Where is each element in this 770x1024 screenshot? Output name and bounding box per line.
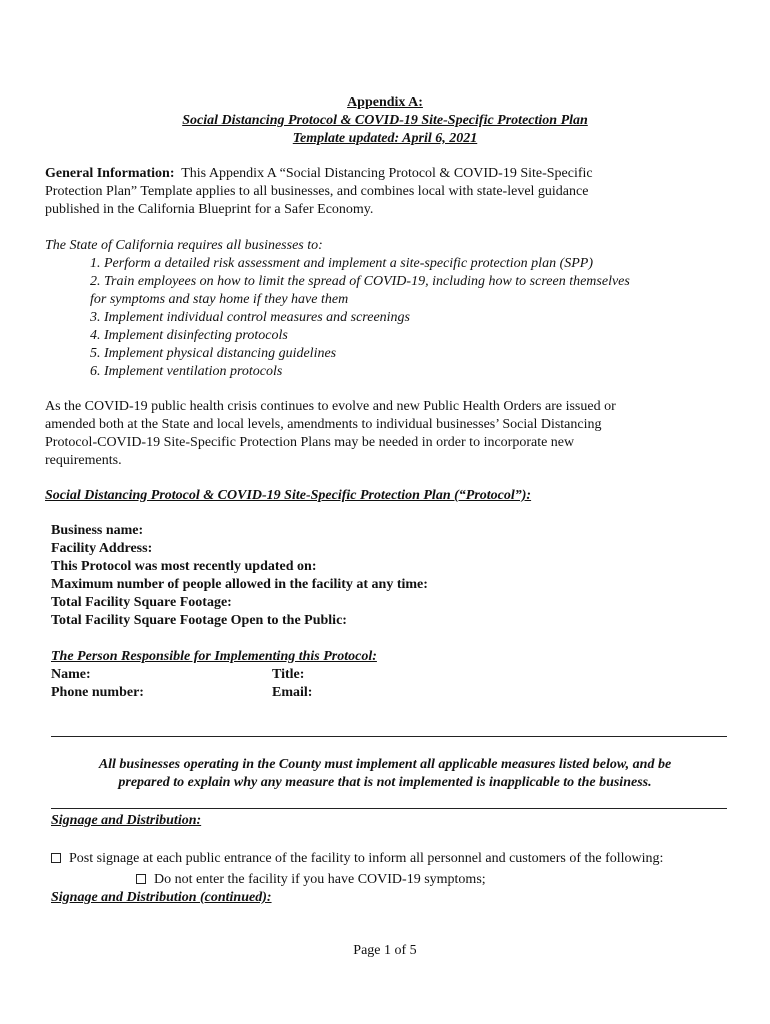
state-item-2-cont: for symptoms and stay home if they have them: [90, 292, 349, 307]
notice-line-1: All businesses operating in the County must implement all applicable measures listed below, and be: [98, 757, 672, 772]
signage-heading: Signage and Distribution:: [51, 813, 202, 828]
crisis-line-4: requirements.: [45, 453, 122, 468]
state-item-1: 1. Perform a detailed risk assessment and implement a site-specific protection plan (SPP): [90, 256, 594, 271]
signage-item-1-text: Post signage at each public entrance of the facility to inform all personnel and customers of the following:: [69, 851, 664, 866]
signage-subitem-1-text: Do not enter the facility if you have COVID-19 symptoms;: [154, 872, 486, 887]
template-updated: Template updated: April 6, 2021: [292, 131, 478, 146]
crisis-line-3: Protocol-COVID-19 Site-Specific Protection Plans may be needed in order to incorporate new: [45, 435, 575, 450]
appendix-title: Appendix A:: [347, 95, 423, 110]
page-number: Page 1 of 5: [353, 943, 417, 958]
state-item-6: 6. Implement ventilation protocols: [90, 364, 283, 379]
general-info-line-2: Protection Plan” Template applies to all businesses, and combines local with state-level guidance: [45, 184, 589, 199]
general-info-line-1: [45, 165, 593, 183]
signage-continued-heading: Signage and Distribution (continued):: [51, 890, 272, 905]
state-requirements-intro: The State of California requires all businesses to:: [45, 238, 323, 253]
checkbox-icon[interactable]: [136, 874, 146, 884]
crisis-line-1: As the COVID-19 public health crisis continues to evolve and new Public Health Orders are issued or: [45, 399, 616, 414]
signage-subitem-1[interactable]: [136, 871, 486, 889]
responsible-email-label: Email:: [272, 685, 313, 700]
field-updated-on: This Protocol was most recently updated on:: [51, 559, 317, 574]
field-facility-address: Facility Address:: [51, 541, 153, 556]
field-public-square-footage: Total Facility Square Footage Open to the Public:: [51, 613, 347, 628]
notice-line-2: prepared to explain why any measure that is not implemented is inapplicable to the business.: [118, 775, 652, 790]
divider-bottom: [51, 808, 727, 809]
plan-subtitle: Social Distancing Protocol & COVID-19 Site-Specific Protection Plan: [182, 113, 588, 128]
state-item-5: 5. Implement physical distancing guidelines: [90, 346, 337, 361]
state-item-3: 3. Implement individual control measures and screenings: [90, 310, 411, 325]
general-info-label: General Information:: [45, 166, 175, 181]
responsible-heading: The Person Responsible for Implementing this Protocol:: [51, 649, 377, 664]
crisis-line-2: amended both at the State and local levels, amendments to individual businesses’ Social Distancing: [45, 417, 602, 432]
signage-item-1[interactable]: [51, 850, 663, 868]
protocol-heading: Social Distancing Protocol & COVID-19 Site-Specific Protection Plan (“Protocol”):: [45, 488, 532, 503]
checkbox-icon[interactable]: [51, 853, 61, 863]
state-item-2: 2. Train employees on how to limit the spread of COVID-19, including how to screen themselves: [90, 274, 630, 289]
field-business-name: Business name:: [51, 523, 144, 538]
state-item-4: 4. Implement disinfecting protocols: [90, 328, 288, 343]
responsible-title-label: Title:: [272, 667, 305, 682]
field-max-people: Maximum number of people allowed in the facility at any time:: [51, 577, 428, 592]
responsible-name-label: Name:: [51, 667, 91, 682]
responsible-phone-label: Phone number:: [51, 685, 144, 700]
general-info-text-1: This Appendix A “Social Distancing Protocol & COVID-19 Site-Specific: [181, 166, 593, 181]
field-square-footage: Total Facility Square Footage:: [51, 595, 232, 610]
general-info-line-3: published in the California Blueprint for a Safer Economy.: [45, 202, 374, 217]
divider-top: [51, 736, 727, 737]
